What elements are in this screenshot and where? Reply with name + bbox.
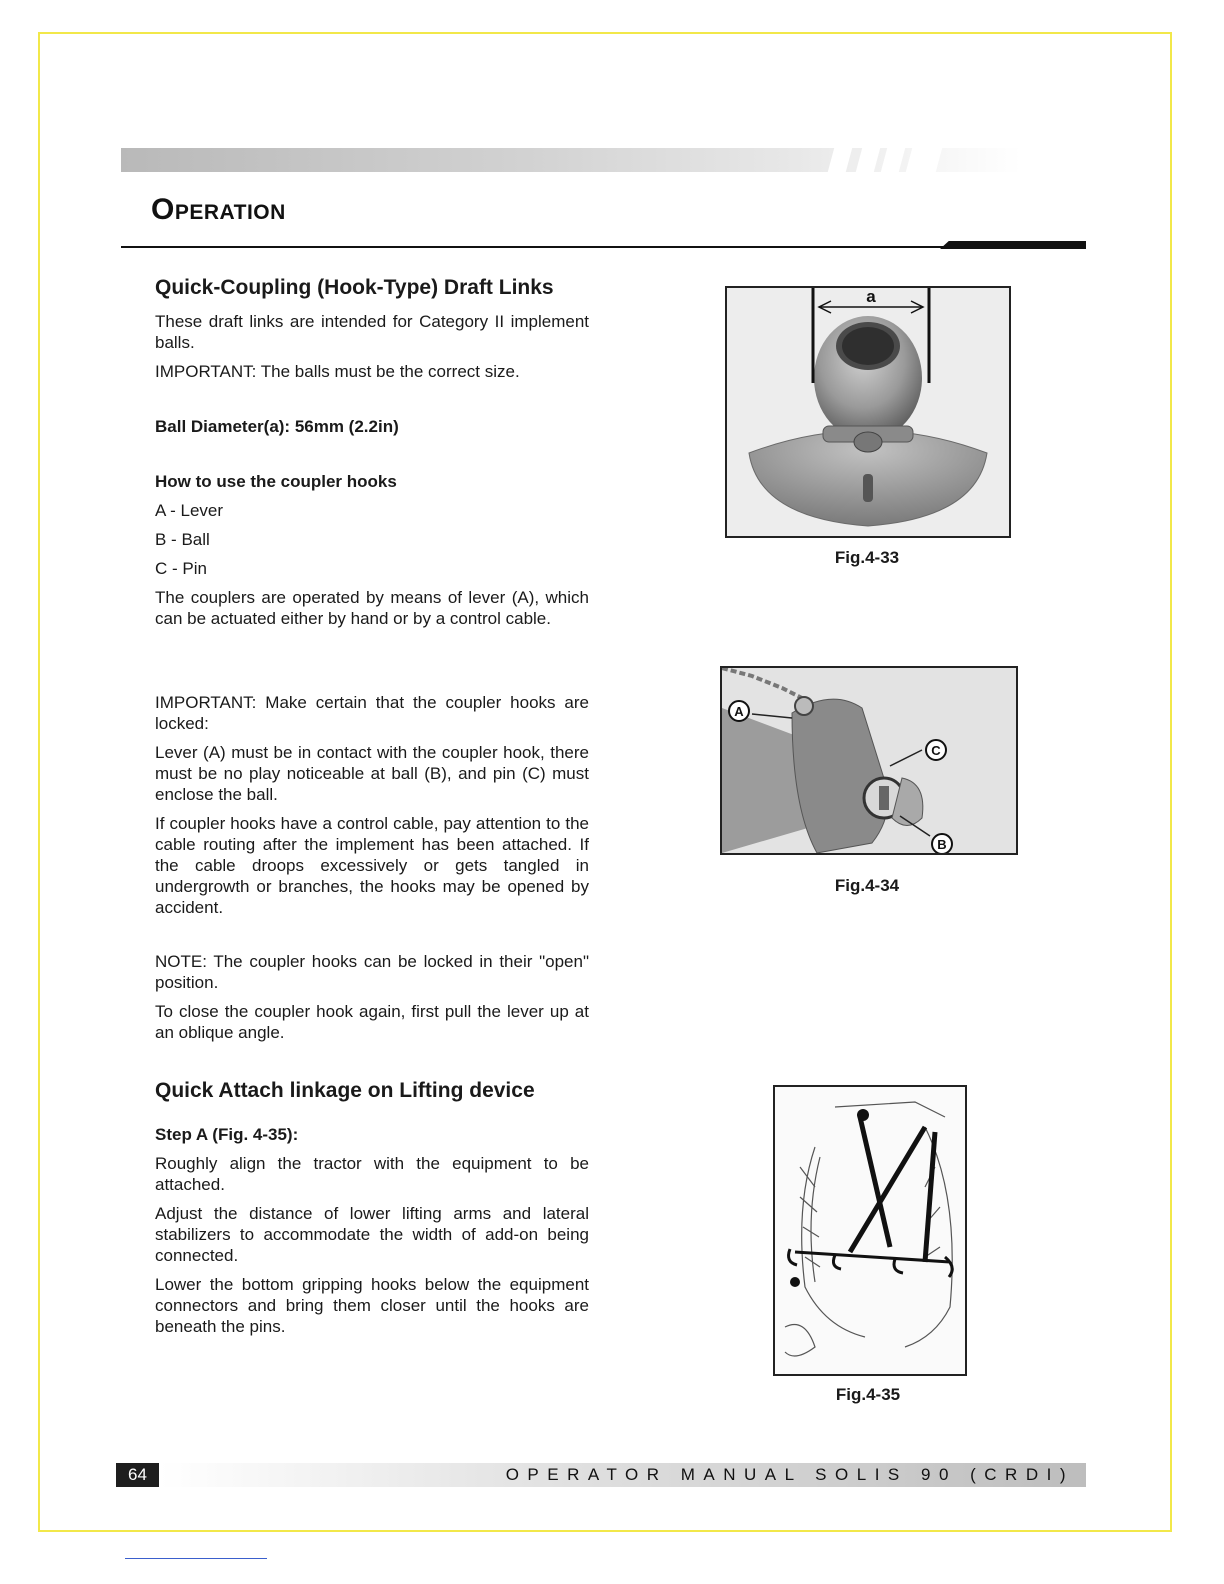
figure-coupler-hook <box>720 666 1018 855</box>
callout-label-a: A <box>734 704 744 719</box>
section-quick-coupling <box>155 275 589 637</box>
dimension-label-a: a <box>866 288 876 306</box>
title-rule-tab <box>940 241 1086 249</box>
callout-label-c: C <box>931 743 941 758</box>
header-band-stripe <box>906 148 942 172</box>
heading-step-a: Step A (Fig. 4-35): <box>155 1125 299 1144</box>
paragraph-operated: The couplers are operated by means of lever (A), which can be actuated either by hand or by a control cable. <box>155 588 589 628</box>
paragraph-lever-contact: Lever (A) must be in contact with the coupler hook, there must be no play noticeable at ball (B), and pin (C) must enclose the ball. <box>155 743 589 804</box>
footer-manual-title: OPERATOR MANUAL SOLIS 90 (CRDI) <box>505 1465 1074 1484</box>
title-rule <box>121 246 1086 248</box>
paragraph-step-adjust: Adjust the distance of lower lifting arms and lateral stabilizers to accommodate the width of add-on being connected. <box>155 1204 589 1265</box>
bottom-link-rule <box>125 1558 267 1559</box>
figure-lift-linkage <box>773 1085 967 1376</box>
paragraph-cable-routing: If coupler hooks have a control cable, pay attention to the cable routing after the implement has been attached. If the cable droops excessively or gets tangled in undergrowth or branches, the hooks may be opened by accident. <box>155 814 589 917</box>
header-band-stripe <box>881 148 905 172</box>
heading-howto: How to use the coupler hooks <box>155 472 397 491</box>
ball-illustration <box>727 288 1009 536</box>
callout-label-b: B <box>937 837 947 852</box>
figure-caption-4-34: Fig.4-34 <box>834 876 900 895</box>
paragraph-close-hook: To close the coupler hook again, first pull the lever up at an oblique angle. <box>155 1002 589 1042</box>
section-title: Operation <box>151 193 286 226</box>
header-band <box>121 148 1021 172</box>
lift-linkage-sketch <box>775 1087 965 1374</box>
figure-ball-diameter <box>725 286 1011 538</box>
page-number: 64 <box>116 1463 159 1487</box>
paragraph-important-balls: IMPORTANT: The balls must be the correct size. <box>155 362 520 381</box>
paragraph-note: NOTE: The coupler hooks can be locked in their "open" position. <box>155 952 589 992</box>
paragraph-intro: These draft links are intended for Category II implement balls. <box>155 312 589 352</box>
header-band-stripe <box>828 148 852 172</box>
legend-item-b: B - Ball <box>155 530 210 549</box>
legend-item-a: A - Lever <box>155 501 224 520</box>
coupler-hook-illustration <box>722 668 1016 853</box>
section-quick-attach <box>155 1078 589 1345</box>
paragraph-step-lower: Lower the bottom gripping hooks below the equipment connectors and bring them closer until the hooks are beneath the pins. <box>155 1275 589 1336</box>
heading-quick-attach: Quick Attach linkage on Lifting device <box>155 1079 535 1102</box>
legend-item-c: C - Pin <box>155 559 207 578</box>
ball-diameter-spec: Ball Diameter(a): 56mm (2.2in) <box>155 417 399 436</box>
heading-quick-coupling: Quick-Coupling (Hook-Type) Draft Links <box>155 276 554 299</box>
figure-caption-4-35: Fig.4-35 <box>835 1385 901 1404</box>
figure-caption-4-33: Fig.4-33 <box>834 548 900 567</box>
section-locking <box>155 692 589 926</box>
header-band-stripe <box>856 148 880 172</box>
paragraph-step-align: Roughly align the tractor with the equipment to be attached. <box>155 1154 589 1194</box>
section-note <box>155 951 589 1051</box>
paragraph-important-locked: IMPORTANT: Make certain that the coupler hooks are locked: <box>155 693 589 733</box>
